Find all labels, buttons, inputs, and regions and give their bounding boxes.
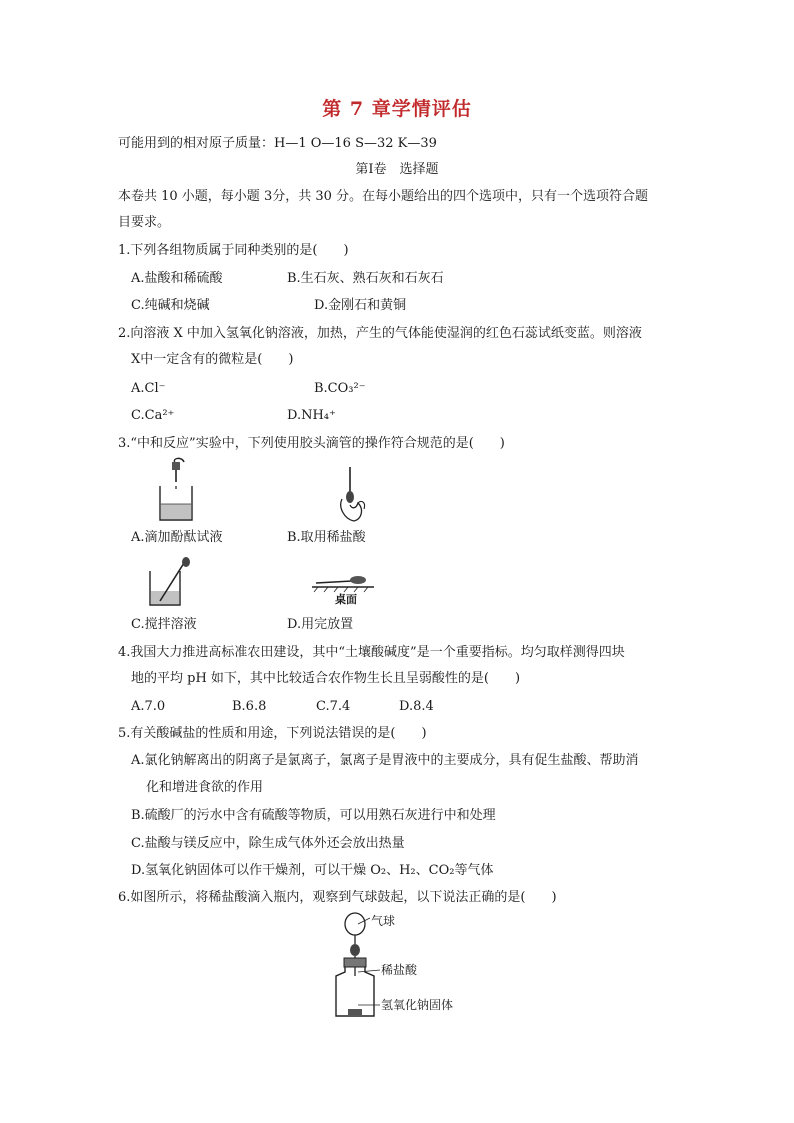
q4-stem-line-2: 地的平均 pH 如下，其中比较适合农作物生长且呈弱酸性的是( ) (131, 671, 521, 686)
q5-option-c: C.盐酸与镁反应中，除生成气体外还会放出热量 (131, 836, 405, 851)
q5-option-b: B.硫酸厂的污水中含有硫酸等物质，可以用熟石灰进行中和处理 (131, 808, 496, 823)
q5-option-a-line-2: 化和增进食欲的作用 (146, 780, 264, 795)
q2-option-c: C.Ca²⁺ (131, 408, 175, 423)
q6-label-solid: 氢氧化钠固体 (381, 998, 454, 1012)
q6-stem: 6.如图所示，将稀盐酸滴入瓶内，观察到气球鼓起，以下说法正确的是( ) (118, 890, 557, 905)
instructions-line-2: 目要求。 (118, 215, 171, 230)
q5-option-d: D.氢氧化钠固体可以作干燥剂，可以干燥 O₂、H₂、CO₂等气体 (131, 863, 494, 878)
q6-label-acid: 稀盐酸 (381, 963, 418, 977)
q1-option-c: C.纯碱和烧碱 (131, 298, 210, 313)
q2-option-b: B.CO₃²⁻ (314, 381, 366, 396)
section-heading: 第Ⅰ卷 选择题 (355, 162, 439, 177)
q2-stem-line-2: X中一定含有的微粒是( ) (131, 352, 294, 367)
q4-option-c: C.7.4 (316, 699, 351, 714)
q4-option-b: B.6.8 (232, 699, 267, 714)
q3-option-a: A.滴加酚酞试液 (131, 530, 223, 545)
q3-figure-b (330, 463, 374, 525)
atomic-mass-note: 可能用到的相对原子质量：H—1 O—16 S—32 K—39 (118, 136, 437, 151)
q1-option-b: B.生石灰、熟石灰和石灰石 (287, 271, 444, 286)
q3-figure-a (152, 456, 202, 524)
q4-stem-line-1: 4.我国大力推进高标准农田建设，其中“土壤酸碱度”是一个重要指标。均匀取样测得四块 (118, 645, 625, 660)
q1-option-a: A.盐酸和稀硫酸 (131, 271, 223, 286)
q3-option-c: C.搅拌溶液 (131, 617, 197, 632)
q3-stem: 3.“中和反应”实验中，下列使用胶头滴管的操作符合规范的是( ) (118, 436, 505, 451)
q3-option-b: B.取用稀盐酸 (287, 530, 366, 545)
page-title: 第 7 章学情评估 (322, 98, 472, 120)
q4-option-a: A.7.0 (131, 699, 166, 714)
instructions-line-1: 本卷共 10 小题，每小题 3分，共 30 分。在每小题给出的四个选项中，只有一个选项符合题 (118, 189, 649, 204)
q1-stem: 1.下列各组物质属于同种类别的是( ) (118, 243, 349, 258)
q3-figure-c (144, 557, 196, 609)
q3-table-label: 桌面 (335, 593, 357, 606)
q4-option-d: D.8.4 (399, 699, 434, 714)
q2-option-d: D.NH₄⁺ (287, 408, 336, 423)
q3-option-d: D.用完放置 (287, 617, 354, 632)
q2-stem-line-1: 2.向溶液 X 中加入氢氧化钠溶液，加热，产生的气体能使湿润的红色石蕊试纸变蓝。则溶液 (118, 326, 642, 341)
q5-option-a-line-1: A.氯化钠解离出的阴离子是氯离子，氯离子是胃液中的主要成分，具有促生盐酸、帮助消 (131, 753, 639, 768)
q1-option-d: D.金刚石和黄铜 (314, 298, 407, 313)
q5-stem: 5.有关酸碱盐的性质和用途，下列说法错误的是( ) (118, 726, 427, 741)
q2-option-a: A.Cl⁻ (131, 381, 166, 396)
q6-label-balloon: 气球 (371, 914, 396, 928)
